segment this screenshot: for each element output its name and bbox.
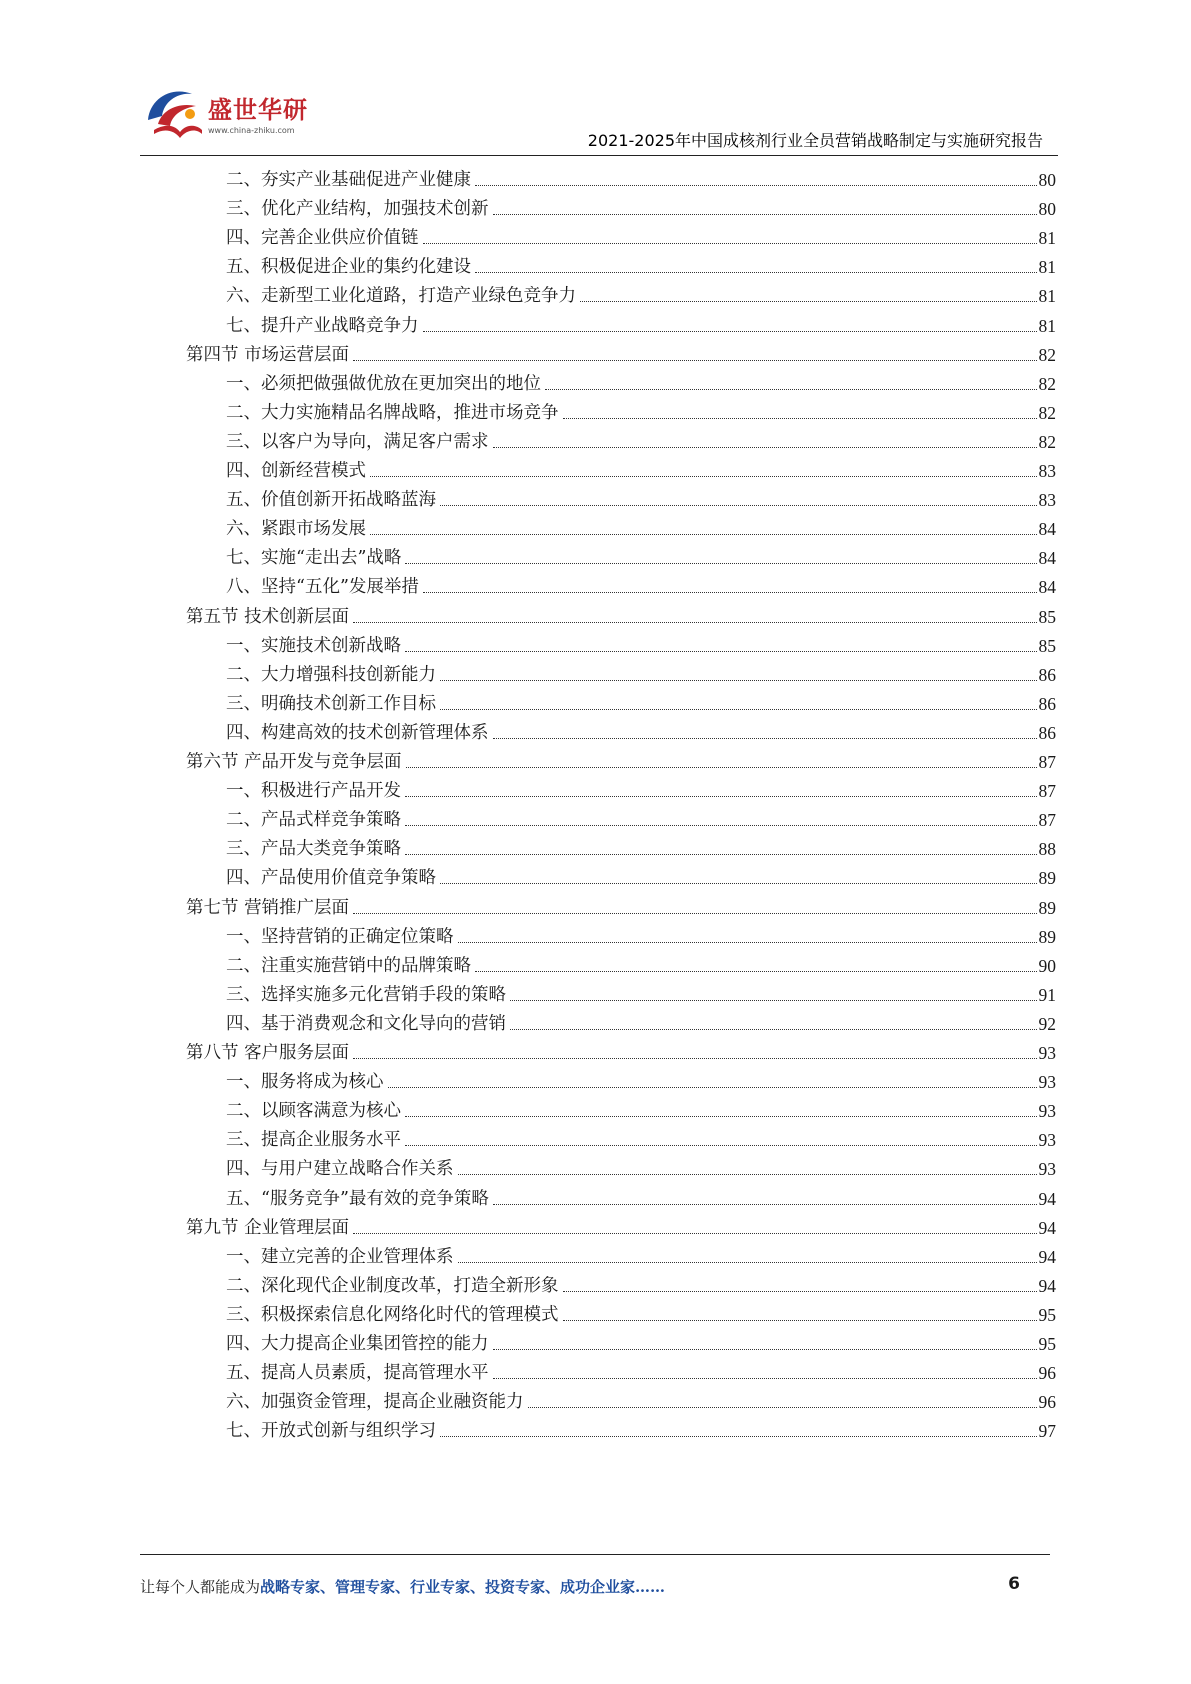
toc-page-number: 94 bbox=[1038, 1188, 1056, 1209]
toc-entry[interactable] bbox=[226, 1091, 1056, 1122]
toc-page-number: 95 bbox=[1038, 1304, 1056, 1325]
toc-entry-title: 一、必须把做强做优放在更加突出的地位 bbox=[226, 373, 541, 394]
toc-entry-title: 三、积极探索信息化网络化时代的管理模式 bbox=[226, 1304, 559, 1325]
toc-entry-title: 二、注重实施营销中的品牌策略 bbox=[226, 955, 471, 976]
company-logo bbox=[140, 80, 310, 150]
toc-entry-title: 三、提高企业服务水平 bbox=[226, 1130, 401, 1151]
toc-dot-leader bbox=[370, 534, 1037, 535]
toc-page-number: 82 bbox=[1038, 431, 1056, 452]
toc-entry[interactable] bbox=[226, 1149, 1056, 1180]
toc-dot-leader bbox=[493, 738, 1037, 739]
toc-dot-leader bbox=[563, 1320, 1037, 1321]
toc-entry-title: 一、坚持营销的正确定位策略 bbox=[226, 926, 454, 947]
toc-dot-leader bbox=[528, 1407, 1037, 1408]
toc-section-entry[interactable] bbox=[186, 742, 1056, 773]
toc-page-number: 85 bbox=[1038, 606, 1056, 627]
toc-section-entry[interactable] bbox=[186, 888, 1056, 919]
toc-page-number: 96 bbox=[1038, 1392, 1056, 1413]
toc-entry-title: 第九节 企业管理层面 bbox=[186, 1217, 350, 1238]
logo-emblem-icon bbox=[140, 80, 206, 146]
toc-page-number: 83 bbox=[1038, 490, 1056, 511]
toc-page-number: 89 bbox=[1038, 897, 1056, 918]
toc-entry-title: 七、实施“走出去”战略 bbox=[226, 548, 402, 569]
toc-page-number: 95 bbox=[1038, 1334, 1056, 1354]
toc-entry[interactable] bbox=[226, 247, 1056, 278]
toc-entry-title: 五、价值创新开拓战略蓝海 bbox=[226, 490, 436, 511]
toc-entry-title: 三、选择实施多元化营销手段的策略 bbox=[226, 984, 506, 1005]
toc-entry[interactable] bbox=[226, 276, 1056, 307]
toc-page-number: 83 bbox=[1038, 461, 1056, 481]
toc-entry[interactable] bbox=[226, 771, 1056, 802]
logo-name: 盛世华研 bbox=[208, 96, 308, 124]
toc-entry[interactable] bbox=[226, 1120, 1056, 1151]
toc-entry[interactable] bbox=[226, 800, 1056, 831]
toc-entry-title: 四、创新经营模式 bbox=[226, 461, 366, 481]
toc-entry-title: 一、积极进行产品开发 bbox=[226, 781, 401, 802]
toc-entry-title: 四、大力提高企业集团管控的能力 bbox=[226, 1334, 489, 1354]
toc-dot-leader bbox=[405, 854, 1037, 855]
toc-entry[interactable] bbox=[226, 713, 1056, 744]
toc-entry-title: 第八节 客户服务层面 bbox=[186, 1043, 350, 1063]
toc-page-number: 88 bbox=[1038, 839, 1056, 860]
page-footer bbox=[140, 1576, 1020, 1600]
toc-dot-leader bbox=[545, 389, 1037, 390]
header-divider bbox=[140, 155, 1058, 156]
toc-entry-title: 四、与用户建立战略合作关系 bbox=[226, 1159, 454, 1180]
toc-page-number: 93 bbox=[1038, 1072, 1056, 1093]
toc-entry-title: 二、产品式样竞争策略 bbox=[226, 810, 401, 831]
toc-dot-leader bbox=[405, 796, 1037, 797]
toc-page-number: 89 bbox=[1038, 868, 1056, 889]
toc-dot-leader bbox=[493, 1349, 1037, 1350]
toc-entry[interactable] bbox=[226, 626, 1056, 657]
toc-page-number: 85 bbox=[1038, 635, 1056, 656]
toc-dot-leader bbox=[405, 1116, 1037, 1117]
toc-page-number: 84 bbox=[1038, 577, 1056, 598]
toc-dot-leader bbox=[388, 1087, 1037, 1088]
toc-dot-leader bbox=[405, 651, 1037, 652]
toc-page-number: 91 bbox=[1038, 984, 1056, 1005]
toc-section-entry[interactable] bbox=[186, 597, 1056, 628]
toc-entry-title: 四、基于消费观念和文化导向的营销 bbox=[226, 1013, 506, 1034]
toc-entry[interactable] bbox=[226, 1179, 1056, 1210]
page-header bbox=[0, 0, 1191, 160]
toc-entry-title: 二、深化现代企业制度改革，打造全新形象 bbox=[226, 1275, 559, 1296]
toc-entry[interactable] bbox=[226, 917, 1056, 948]
toc-page-number: 82 bbox=[1038, 402, 1056, 423]
toc-entry[interactable] bbox=[226, 1237, 1056, 1268]
toc-dot-leader bbox=[353, 913, 1036, 914]
toc-entry-title: 七、提升产业战略竞争力 bbox=[226, 315, 419, 336]
toc-entry-title: 一、建立完善的企业管理体系 bbox=[226, 1246, 454, 1267]
toc-entry[interactable] bbox=[226, 684, 1056, 715]
toc-entry-title: 二、夯实产业基础促进产业健康 bbox=[226, 170, 471, 190]
toc-dot-leader bbox=[510, 1029, 1037, 1030]
toc-entry-title: 四、完善企业供应价值链 bbox=[226, 228, 419, 249]
toc-entry-title: 第七节 营销推广层面 bbox=[186, 897, 350, 918]
toc-dot-leader bbox=[493, 1378, 1037, 1379]
toc-dot-leader bbox=[458, 942, 1037, 943]
toc-dot-leader bbox=[580, 301, 1037, 302]
toc-entry[interactable] bbox=[226, 1411, 1056, 1442]
toc-page-number: 89 bbox=[1038, 926, 1056, 947]
toc-entry-title: 三、产品大类竞争策略 bbox=[226, 839, 401, 860]
toc-page-number: 82 bbox=[1038, 344, 1056, 365]
toc-page-number: 81 bbox=[1038, 315, 1056, 336]
toc-entry-title: 六、紧跟市场发展 bbox=[226, 519, 366, 540]
toc-dot-leader bbox=[440, 883, 1037, 884]
toc-dot-leader bbox=[353, 1233, 1036, 1234]
toc-dot-leader bbox=[440, 680, 1037, 681]
toc-page-number: 87 bbox=[1038, 752, 1056, 772]
toc-page-number: 84 bbox=[1038, 519, 1056, 540]
toc-page-number: 87 bbox=[1038, 781, 1056, 802]
footer-slogan-highlight: 战略专家、管理专家、行业专家、投资专家、成功企业家…… bbox=[260, 1578, 666, 1596]
toc-page-number: 94 bbox=[1038, 1246, 1056, 1267]
toc-entry[interactable] bbox=[226, 1062, 1056, 1093]
toc-entry-title: 三、优化产业结构，加强技术创新 bbox=[226, 199, 489, 220]
logo-url: www.china-zhiku.com bbox=[208, 126, 295, 135]
toc-entry-title: 八、坚持“五化”发展举措 bbox=[226, 577, 419, 598]
toc-entry[interactable] bbox=[226, 538, 1056, 569]
toc-page-number: 81 bbox=[1038, 257, 1056, 278]
toc-dot-leader bbox=[458, 1174, 1037, 1175]
toc-page-number: 93 bbox=[1038, 1043, 1056, 1063]
toc-entry[interactable] bbox=[226, 567, 1056, 598]
toc-dot-leader bbox=[370, 476, 1037, 477]
toc-page-number: 97 bbox=[1038, 1421, 1056, 1442]
toc-dot-leader bbox=[493, 1204, 1037, 1205]
toc-page-number: 94 bbox=[1038, 1217, 1056, 1238]
toc-page-number: 81 bbox=[1038, 286, 1056, 307]
toc-entry-title: 二、大力实施精品名牌战略，推进市场竞争 bbox=[226, 402, 559, 423]
toc-page-number: 87 bbox=[1038, 810, 1056, 831]
toc-dot-leader bbox=[353, 1058, 1036, 1059]
toc-dot-leader bbox=[475, 185, 1037, 186]
toc-dot-leader bbox=[405, 1145, 1037, 1146]
toc-page-number: 93 bbox=[1038, 1101, 1056, 1122]
toc-entry[interactable] bbox=[226, 1324, 1056, 1355]
toc-dot-leader bbox=[353, 360, 1036, 361]
toc-dot-leader bbox=[405, 563, 1036, 564]
toc-page-number: 80 bbox=[1038, 170, 1056, 190]
toc-entry[interactable] bbox=[226, 364, 1056, 395]
toc-dot-leader bbox=[405, 825, 1037, 826]
footer-divider bbox=[140, 1554, 1050, 1555]
toc-entry-title: 四、构建高效的技术创新管理体系 bbox=[226, 722, 489, 743]
page-number: 6 bbox=[1008, 1574, 1020, 1594]
toc-entry-title: 六、走新型工业化道路，打造产业绿色竞争力 bbox=[226, 286, 576, 307]
toc-entry-title: 第五节 技术创新层面 bbox=[186, 606, 350, 627]
toc-dot-leader bbox=[510, 1000, 1037, 1001]
toc-entry[interactable] bbox=[226, 509, 1056, 540]
toc-entry[interactable] bbox=[226, 946, 1056, 977]
toc-entry[interactable] bbox=[226, 218, 1056, 249]
footer-slogan bbox=[140, 1576, 665, 1597]
toc-page-number: 93 bbox=[1038, 1159, 1056, 1180]
toc-dot-leader bbox=[458, 1262, 1037, 1263]
toc-entry-title: 第四节 市场运营层面 bbox=[186, 344, 350, 365]
report-title: 2021-2025年中国成核剂行业全员营销战略制定与实施研究报告 bbox=[587, 131, 1043, 150]
toc-entry-title: 一、实施技术创新战略 bbox=[226, 635, 401, 656]
toc-dot-leader bbox=[493, 447, 1037, 448]
toc-entry-title: 二、大力增强科技创新能力 bbox=[226, 664, 436, 685]
toc-page-number: 94 bbox=[1038, 1275, 1056, 1296]
toc-entry-title: 五、积极促进企业的集约化建设 bbox=[226, 257, 471, 278]
toc-entry-title: 三、以客户为导向，满足客户需求 bbox=[226, 431, 489, 452]
toc-entry[interactable] bbox=[226, 480, 1056, 511]
toc-page-number: 93 bbox=[1038, 1130, 1056, 1151]
toc-entry[interactable] bbox=[226, 1353, 1056, 1384]
toc-entry-title: 二、以顾客满意为核心 bbox=[226, 1101, 401, 1122]
toc-dot-leader bbox=[440, 1436, 1037, 1437]
toc-page-number: 82 bbox=[1038, 373, 1056, 394]
toc-dot-leader bbox=[423, 243, 1037, 244]
toc-dot-leader bbox=[440, 505, 1037, 506]
toc-entry[interactable] bbox=[226, 1004, 1056, 1035]
toc-dot-leader bbox=[475, 971, 1037, 972]
toc-dot-leader bbox=[475, 272, 1037, 273]
toc-dot-leader bbox=[493, 214, 1037, 215]
toc-entry-title: 五、“服务竞争”最有效的竞争策略 bbox=[226, 1188, 489, 1209]
toc-dot-leader bbox=[353, 622, 1036, 623]
toc-entry[interactable] bbox=[226, 829, 1056, 860]
footer-slogan-prefix: 让每个人都能成为 bbox=[140, 1578, 261, 1596]
toc-entry[interactable] bbox=[226, 1382, 1056, 1413]
toc-entry-title: 六、加强资金管理，提高企业融资能力 bbox=[226, 1392, 524, 1413]
toc-page-number: 86 bbox=[1038, 722, 1056, 743]
toc-page-number: 81 bbox=[1038, 228, 1056, 249]
toc-entry-title: 第六节 产品开发与竞争层面 bbox=[186, 752, 402, 772]
toc-entry-title: 四、产品使用价值竞争策略 bbox=[226, 868, 436, 889]
toc-page-number: 80 bbox=[1038, 199, 1056, 220]
toc-dot-leader bbox=[563, 1291, 1037, 1292]
toc-entry[interactable] bbox=[226, 1266, 1056, 1297]
toc-section-entry[interactable] bbox=[186, 1208, 1056, 1239]
toc-page-number: 90 bbox=[1038, 955, 1056, 976]
toc-section-entry[interactable] bbox=[186, 1033, 1056, 1064]
toc-entry[interactable] bbox=[226, 160, 1056, 191]
toc-entry-title: 三、明确技术创新工作目标 bbox=[226, 693, 436, 714]
toc-entry[interactable] bbox=[226, 422, 1056, 453]
toc-page-number: 92 bbox=[1038, 1013, 1056, 1034]
toc-dot-leader bbox=[423, 592, 1037, 593]
toc-entry[interactable] bbox=[226, 858, 1056, 889]
toc-entry[interactable] bbox=[226, 451, 1056, 482]
toc-entry[interactable] bbox=[226, 655, 1056, 686]
toc-page-number: 96 bbox=[1038, 1363, 1056, 1384]
toc-entry-title: 五、提高人员素质，提高管理水平 bbox=[226, 1363, 489, 1384]
toc-entry-title: 七、开放式创新与组织学习 bbox=[226, 1421, 436, 1442]
toc-dot-leader bbox=[440, 709, 1037, 710]
toc-entry[interactable] bbox=[226, 189, 1056, 220]
toc-entry-title: 一、服务将成为核心 bbox=[226, 1072, 384, 1093]
toc-page-number: 86 bbox=[1038, 693, 1056, 714]
toc-entry[interactable] bbox=[226, 393, 1056, 424]
toc-section-entry[interactable] bbox=[186, 335, 1056, 366]
toc-entry[interactable] bbox=[226, 306, 1056, 337]
toc-page-number: 86 bbox=[1038, 664, 1056, 685]
toc-dot-leader bbox=[406, 767, 1037, 768]
toc-entry[interactable] bbox=[226, 975, 1056, 1006]
toc-dot-leader bbox=[563, 418, 1037, 419]
toc-page-number: 84 bbox=[1038, 548, 1056, 569]
toc-entry[interactable] bbox=[226, 1295, 1056, 1326]
toc-dot-leader bbox=[423, 331, 1037, 332]
